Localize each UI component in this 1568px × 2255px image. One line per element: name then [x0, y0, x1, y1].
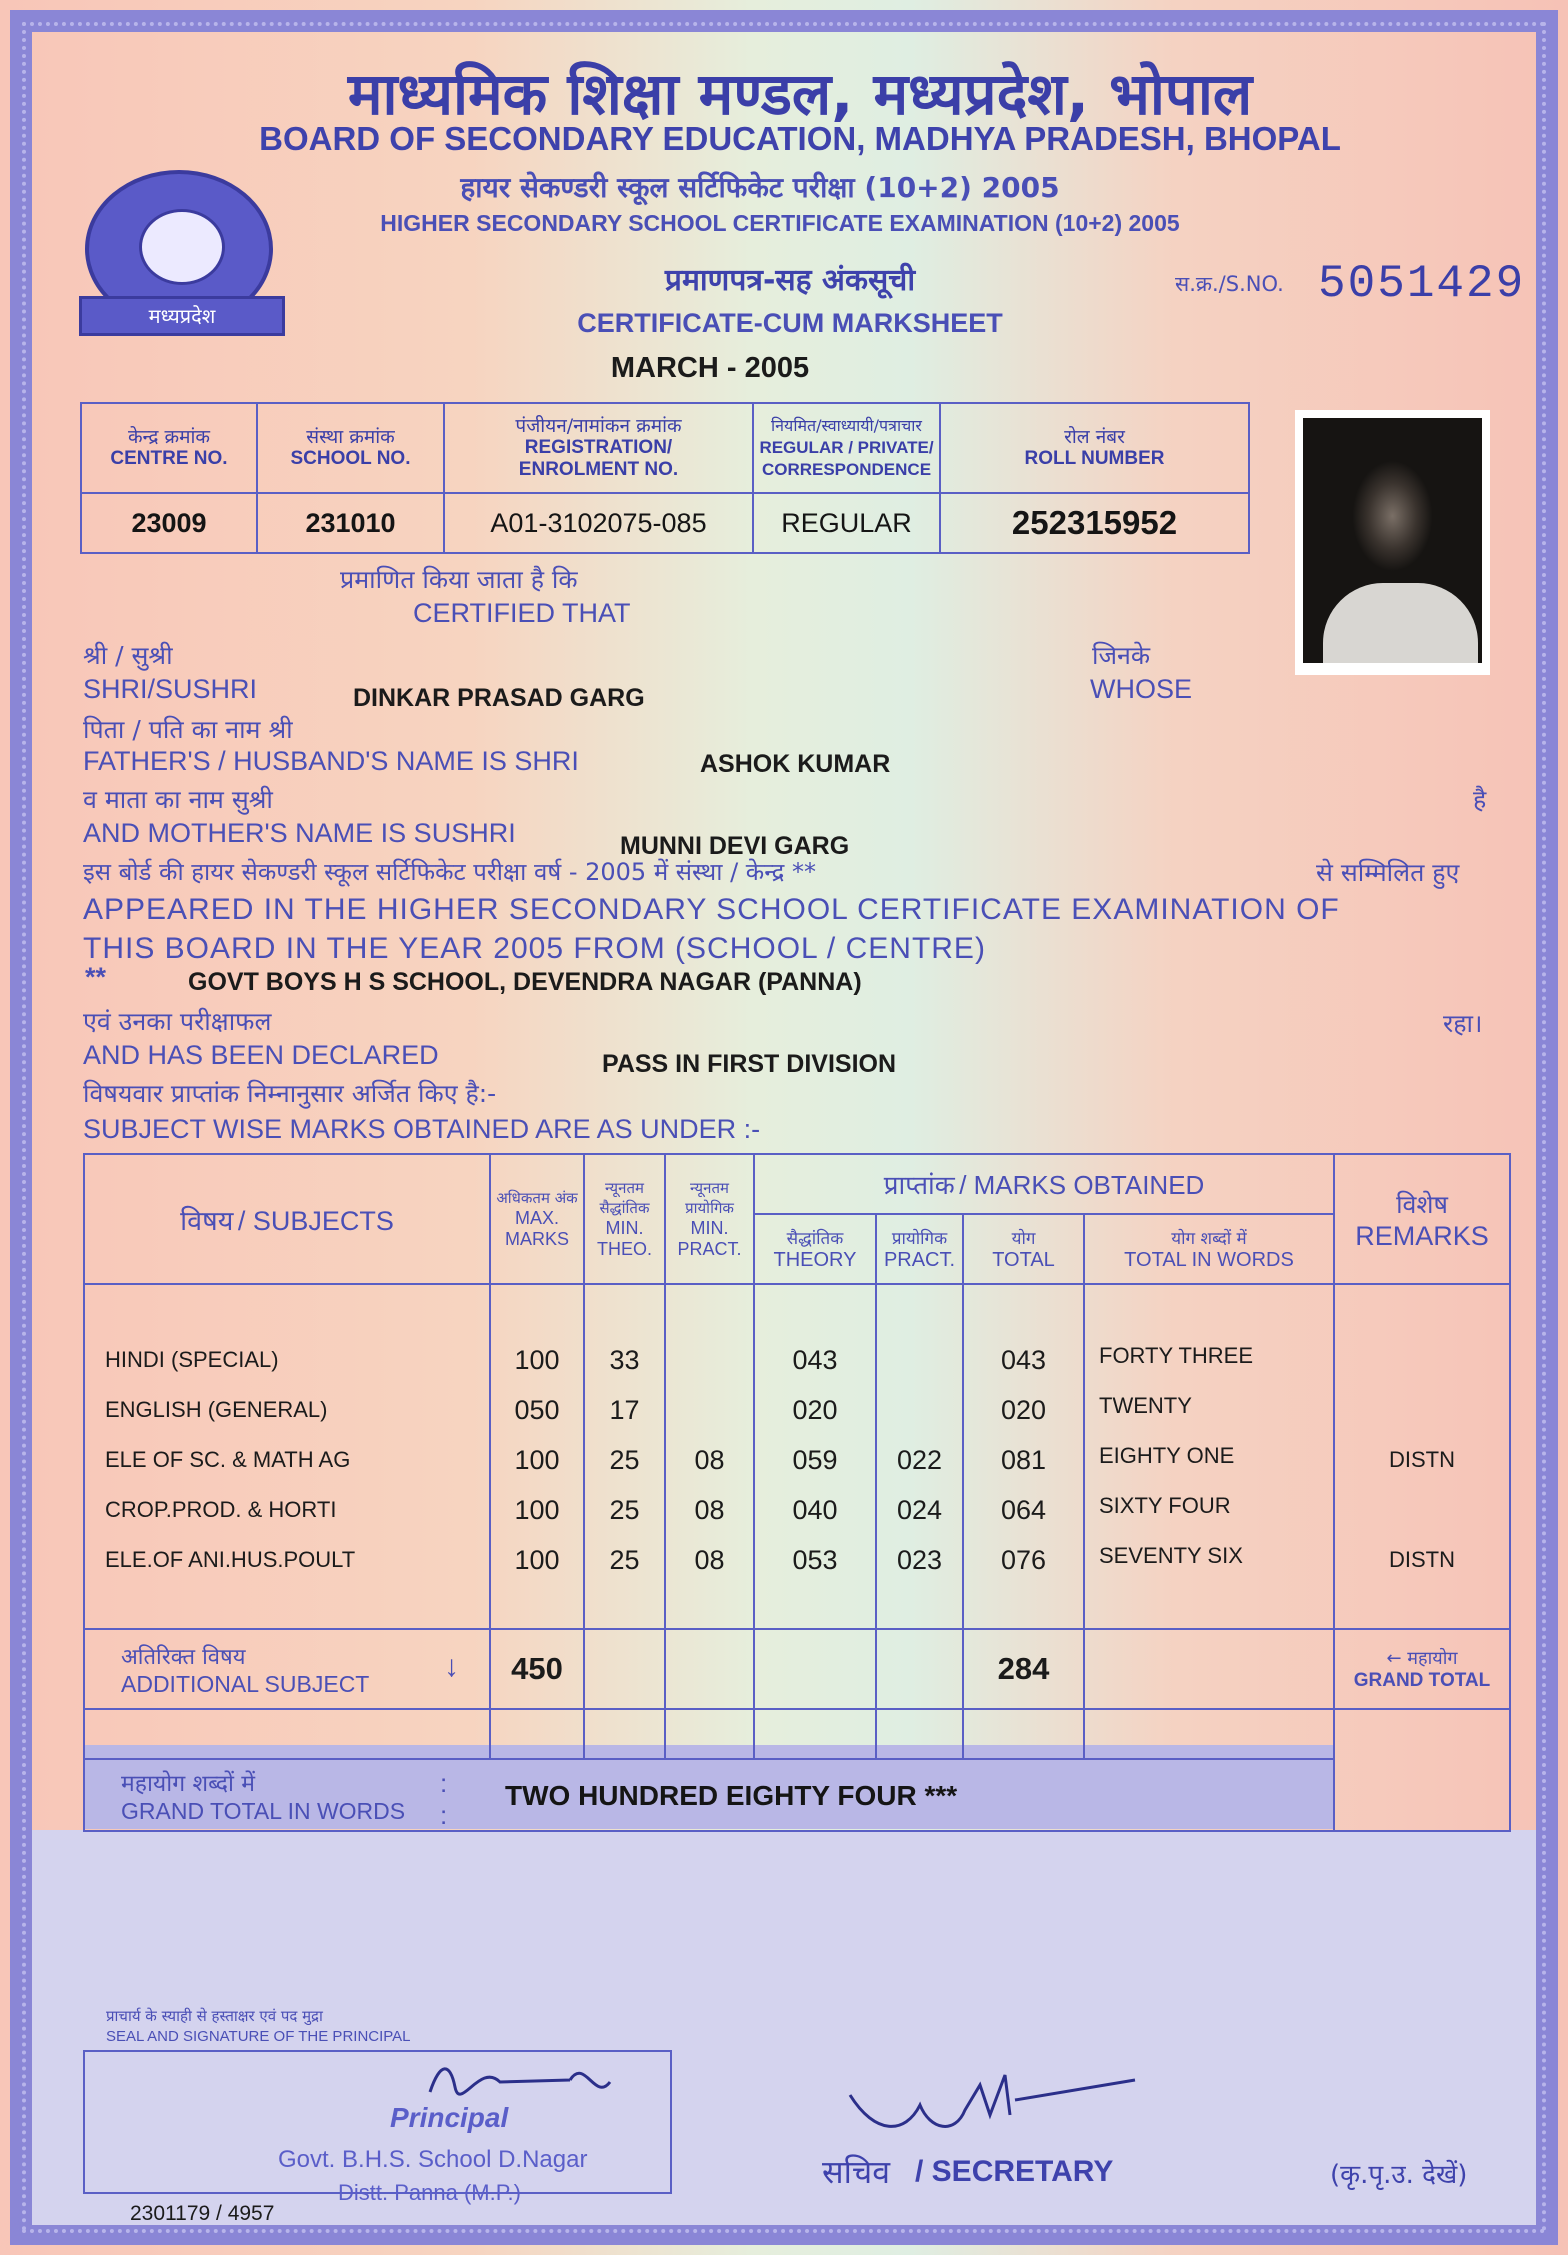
grand-total-words-row — [84, 1759, 1510, 1831]
mother-name: MUNNI DEVI GARG — [620, 832, 850, 860]
practical-cell — [878, 1335, 961, 1385]
registration-no-header: पंजीयन/नामांकन क्रमांक REGISTRATION/ ENROLMENT NO. — [444, 403, 753, 493]
total-in-words-header: योग शब्दों में TOTAL IN WORDS — [1084, 1214, 1334, 1284]
subject-rows-cell-group — [84, 1284, 1510, 1629]
candidate-photo — [1295, 410, 1490, 675]
hai-text: है — [1473, 785, 1487, 814]
certificate-title-hindi: प्रमाणपत्र-सह अंकसूची — [664, 263, 916, 298]
stars-marker: ** — [85, 962, 107, 992]
appeared-english-line2: THIS BOARD IN THE YEAR 2005 FROM (SCHOOL / CENTRE) — [83, 932, 986, 965]
regular-private-value: REGULAR — [753, 493, 940, 553]
table-row-subject: HINDI (SPECIAL) — [105, 1347, 279, 1372]
total-in-words-column — [1084, 1284, 1334, 1629]
certified-that-english: CERTIFIED THAT — [413, 598, 631, 628]
min-practical-cell: 08 — [694, 1445, 725, 1475]
max-marks-cell: 100 — [514, 1445, 560, 1475]
theory-cell: 059 — [792, 1445, 838, 1475]
whose-label-english: WHOSE — [1090, 674, 1193, 704]
practical-cell: 024 — [896, 1495, 943, 1525]
mother-label-hindi: व माता का नाम सुश्री — [83, 785, 273, 814]
total-header: योग TOTAL — [963, 1214, 1084, 1284]
serial-number-label: स.क्र./S.NO. — [1175, 272, 1284, 296]
total-cell: 081 — [1000, 1445, 1047, 1475]
min-practical-cell: 08 — [694, 1545, 725, 1575]
father-label-english: FATHER'S / HUSBAND'S NAME IS SHRI — [83, 746, 579, 776]
appeared-english-line1: APPEARED IN THE HIGHER SECONDARY SCHOOL CERTIFICATE EXAMINATION OF — [83, 893, 1340, 926]
table-row-subject: ELE OF SC. & MATH AG — [105, 1447, 351, 1472]
theory-column — [754, 1284, 876, 1629]
principal-label-english: SEAL AND SIGNATURE OF THE PRINCIPAL — [106, 2028, 411, 2045]
min-practical-header: न्यूनतम प्रायोगिक MIN. PRACT. — [665, 1154, 754, 1284]
school-no-value: 231010 — [257, 493, 444, 553]
grand-total-label: ← महायोग GRAND TOTAL — [1334, 1629, 1510, 1709]
grand-total-words-value: TWO HUNDRED EIGHTY FOUR *** — [505, 1780, 958, 1811]
board-title-english: BOARD OF SECONDARY EDUCATION, MADHYA PRADESH, BHOPAL — [259, 120, 1341, 157]
min-theory-cell: 33 — [609, 1345, 640, 1375]
remark-cell: DISTN — [1389, 1547, 1455, 1572]
regular-private-header: नियमित/स्वाध्यायी/पत्राचार REGULAR / PRIVATE/ CORRESPONDENCE — [753, 403, 940, 493]
max-marks-cell: 100 — [514, 1545, 560, 1575]
roll-number-value: 252315952 — [940, 493, 1249, 553]
table-row-subject: CROP.PROD. & HORTI — [105, 1497, 337, 1522]
remarks-header: विशेष REMARKS — [1334, 1154, 1510, 1284]
total-words-cell: TWENTY — [1099, 1393, 1192, 1418]
max-marks-total: 450 — [490, 1629, 584, 1709]
theory-header: सैद्धांतिक THEORY — [754, 1214, 876, 1284]
stamp-principal: Principal — [390, 2102, 509, 2133]
total-cell: 020 — [1000, 1395, 1047, 1425]
grand-total-words-cell: महायोग शब्दों में GRAND TOTAL IN WORDS : : TWO HUNDRED EIGHTY FOUR *** — [84, 1759, 1334, 1831]
theory-cell: 020 — [792, 1395, 838, 1425]
result-value: PASS IN FIRST DIVISION — [602, 1050, 897, 1078]
total-column — [963, 1284, 1084, 1629]
total-cell: 043 — [1000, 1345, 1047, 1375]
practical-cell: 022 — [896, 1445, 943, 1475]
practical-cell — [878, 1385, 961, 1435]
marks-table — [83, 1153, 1511, 1832]
shri-label-english: SHRI/SUSHRI — [83, 674, 258, 704]
empty-cell — [754, 1629, 876, 1709]
remarks-column — [1334, 1284, 1510, 1629]
additional-subject-row — [84, 1629, 1510, 1709]
marks-obtained-header: प्राप्तांक / MARKS OBTAINED — [754, 1154, 1334, 1214]
subjects-header: विषय / SUBJECTS — [84, 1154, 490, 1284]
min-practical-cell — [667, 1385, 752, 1435]
min-practical-cell — [667, 1335, 752, 1385]
school-no-header: संस्था क्रमांक SCHOOL NO. — [257, 403, 444, 493]
colon-separator: : — [440, 1800, 448, 1830]
raha-text: रहा। — [1443, 1009, 1483, 1038]
empty-cell — [584, 1629, 665, 1709]
roll-number-header: रोल नंबर ROLL NUMBER — [940, 403, 1249, 493]
min-theory-cell: 25 — [609, 1545, 640, 1575]
remark-cell: DISTN — [1389, 1447, 1455, 1472]
total-words-cell: EIGHTY ONE — [1099, 1443, 1235, 1468]
total-words-cell: FORTY THREE — [1099, 1343, 1254, 1368]
additional-subject-label: अतिरिक्त विषय ADDITIONAL SUBJECT ↓ — [84, 1629, 490, 1709]
table-row-subject: ELE.OF ANI.HUS.POULT — [105, 1547, 356, 1572]
whose-label-hindi: जिनके — [1092, 641, 1151, 670]
min-practical-column — [665, 1284, 754, 1629]
certified-that-hindi: प्रमाणित किया जाता है कि — [340, 565, 578, 594]
secretary-signature — [845, 2055, 1165, 2145]
father-name: ASHOK KUMAR — [700, 750, 891, 778]
remark-cell — [1336, 1485, 1508, 1535]
practical-header: प्रायोगिक PRACT. — [876, 1214, 963, 1284]
stamp-school: Govt. B.H.S. School D.Nagar — [278, 2146, 588, 2173]
appeared-hindi-right: से सम्मिलित हुए — [1316, 858, 1460, 887]
max-marks-cell: 100 — [514, 1495, 560, 1525]
centre-no-header: केन्द्र क्रमांक CENTRE NO. — [81, 403, 257, 493]
theory-cell: 043 — [792, 1345, 838, 1375]
seal-band-text: मध्यप्रदेश — [79, 296, 285, 336]
min-practical-cell: 08 — [694, 1495, 725, 1525]
book-emblem-icon — [139, 209, 225, 285]
candidate-info-table — [80, 402, 1250, 554]
registration-no-value: A01-3102075-085 — [444, 493, 753, 553]
appeared-hindi: इस बोर्ड की हायर सेकण्डरी स्कूल सर्टिफिकेट परीक्षा वर्ष - 2005 में संस्था / केन्द्र ** — [83, 858, 817, 886]
footer-serial: 2301179 / 4957 — [130, 2202, 275, 2225]
principal-label-hindi: प्राचार्य के स्याही से हस्ताक्षर एवं पद मुद्रा — [106, 2007, 323, 2025]
total-words-cell: SIXTY FOUR — [1099, 1493, 1231, 1518]
colon-separator: : — [440, 1768, 448, 1798]
grand-total-value: 284 — [963, 1629, 1084, 1709]
board-seal-logo — [85, 170, 273, 328]
theory-cell: 053 — [792, 1545, 838, 1575]
min-theory-column — [584, 1284, 665, 1629]
theory-cell: 040 — [792, 1495, 838, 1525]
subjectwise-hindi: विषयवार प्राप्तांक निम्नानुसार अर्जित किए है:- — [83, 1079, 497, 1108]
practical-column — [876, 1284, 963, 1629]
min-theory-cell: 25 — [609, 1445, 640, 1475]
exam-title-english: HIGHER SECONDARY SCHOOL CERTIFICATE EXAMINATION (10+2) 2005 — [380, 210, 1180, 236]
total-cell: 064 — [1000, 1495, 1047, 1525]
empty-cell — [876, 1629, 963, 1709]
min-theory-header: न्यूनतम सैद्धांतिक MIN. THEO. — [584, 1154, 665, 1284]
blank-row — [84, 1709, 1510, 1759]
min-theory-cell: 17 — [609, 1395, 640, 1425]
exam-session: MARCH - 2005 — [610, 352, 810, 384]
declared-label-english: AND HAS BEEN DECLARED — [83, 1040, 439, 1070]
arrow-down-icon: ↓ — [444, 1650, 459, 1683]
school-name: GOVT BOYS H S SCHOOL, DEVENDRA NAGAR (PANNA) — [188, 968, 862, 996]
serial-number: 5051429 — [1318, 258, 1526, 310]
remark-cell — [1336, 1335, 1508, 1385]
board-title-hindi: माध्यमिक शिक्षा मण्डल, मध्यप्रदेश, भोपाल — [347, 60, 1253, 128]
min-theory-cell: 25 — [609, 1495, 640, 1525]
exam-title-hindi: हायर सेकण्डरी स्कूल सर्टिफिकेट परीक्षा (10+2) 2005 — [460, 171, 1060, 204]
practical-cell: 023 — [896, 1545, 943, 1575]
centre-no-value: 23009 — [81, 493, 257, 553]
total-words-cell: SEVENTY SIX — [1099, 1543, 1243, 1568]
candidate-name: DINKAR PRASAD GARG — [353, 684, 645, 712]
father-label-hindi: पिता / पति का नाम श्री — [83, 715, 293, 744]
total-cell: 076 — [1000, 1545, 1047, 1575]
secretary-label-hindi: सचिव — [822, 2153, 891, 2191]
pto-text: (कृ.पृ.उ. देखें) — [1330, 2160, 1468, 2190]
subjectwise-english: SUBJECT WISE MARKS OBTAINED ARE AS UNDER :- — [83, 1114, 761, 1144]
max-marks-column — [490, 1284, 584, 1629]
max-marks-cell: 100 — [514, 1345, 560, 1375]
max-marks-cell: 050 — [514, 1395, 560, 1425]
subject-names-column — [84, 1284, 490, 1629]
stamp-district: Distt. Panna (M.P.) — [338, 2180, 521, 2205]
shri-label-hindi: श्री / सुश्री — [83, 641, 173, 670]
secretary-label-english: / SECRETARY — [915, 2155, 1114, 2188]
table-row-subject: ENGLISH (GENERAL) — [105, 1397, 328, 1422]
certificate-title-english: CERTIFICATE-CUM MARKSHEET — [577, 308, 1003, 338]
remark-cell — [1336, 1385, 1508, 1435]
empty-cell — [665, 1629, 754, 1709]
result-label-hindi: एवं उनका परीक्षाफल — [83, 1007, 272, 1036]
max-marks-header: अधिकतम अंक MAX. MARKS — [490, 1154, 584, 1284]
mother-label-english: AND MOTHER'S NAME IS SUSHRI — [83, 818, 516, 848]
empty-cell — [1084, 1629, 1334, 1709]
